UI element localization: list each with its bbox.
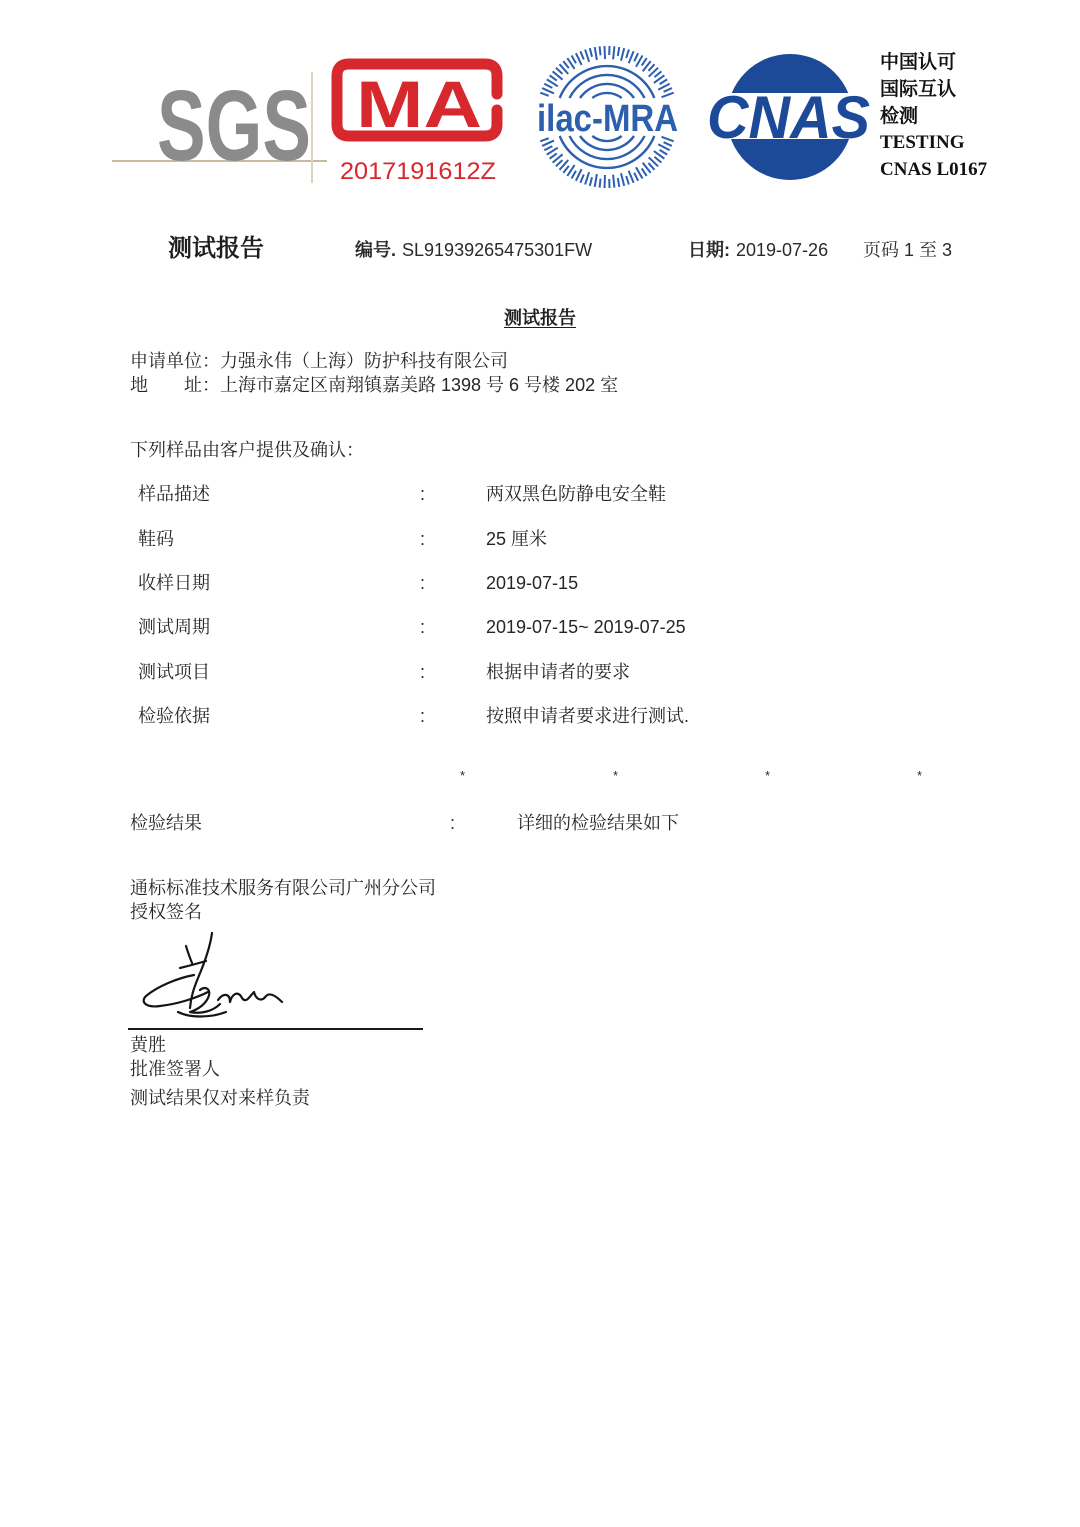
cnas-caption-line: 中国认可	[880, 52, 957, 73]
sample-row-value: 2019-07-15~ 2019-07-25	[486, 617, 686, 637]
cma-logo	[337, 64, 497, 185]
report-date-label: 日期:	[688, 240, 730, 260]
ilac-wordmark: ilac-MRA	[537, 98, 678, 140]
divider-mark: *	[460, 768, 466, 783]
applicant-line	[130, 349, 508, 373]
cnas-caption-line: TESTING	[880, 132, 965, 153]
report-number	[355, 238, 592, 262]
result-separator: :	[450, 813, 456, 833]
signatory-name: 黄胜	[130, 1035, 166, 1055]
result-value: 详细的检验结果如下	[517, 813, 679, 833]
signatory-role: 批准签署人	[130, 1059, 220, 1079]
sample-row	[0, 615, 1080, 639]
handwritten-signature	[0, 920, 320, 1030]
address-label: 地 址：	[130, 375, 220, 395]
sgs-wordmark: SGS	[157, 70, 311, 182]
page-indicator: 页码 1 至 3	[863, 240, 953, 260]
signature-line	[128, 1028, 423, 1030]
issuing-company: 通标标准技术服务有限公司广州分公司	[130, 878, 436, 898]
sample-row-separator: :	[420, 706, 426, 726]
sample-row-label: 鞋码	[138, 529, 174, 549]
divider-mark: *	[917, 768, 923, 783]
divider-mark: *	[613, 768, 619, 783]
sample-row-separator: :	[420, 484, 426, 504]
result-row	[0, 811, 1080, 835]
signature-strokes	[144, 933, 282, 1017]
divider-mark: *	[765, 768, 771, 783]
cma-license-number: 2017191612Z	[340, 158, 496, 185]
sample-row-label: 检验依据	[138, 706, 210, 726]
authorized-signature-label: 授权签名	[130, 902, 202, 922]
section-divider-marks	[0, 768, 1080, 784]
sample-row-separator: :	[420, 662, 426, 682]
sample-row-value: 按照申请者要求进行测试.	[486, 706, 689, 726]
sample-row-label: 样品描述	[138, 484, 210, 504]
cnas-caption-line: 国际互认	[880, 79, 957, 100]
sample-row-separator: :	[420, 617, 426, 637]
ilac-mra-logo	[533, 46, 683, 188]
sample-row-label: 测试周期	[138, 617, 210, 637]
address-line	[130, 373, 618, 397]
sample-row	[0, 571, 1080, 595]
report-title: 测试报告	[504, 308, 576, 328]
sample-row-value: 25 厘米	[486, 529, 548, 549]
sample-row-value: 2019-07-15	[486, 573, 579, 593]
sample-row-label: 测试项目	[138, 662, 210, 682]
sample-row	[0, 527, 1080, 551]
cnas-accreditation-number: CNAS L0167	[880, 159, 988, 180]
sample-row-value: 两双黑色防静电安全鞋	[486, 484, 666, 504]
sample-row-value: 根据申请者的要求	[486, 662, 630, 682]
report-number-value: SL91939265475301FW	[402, 240, 593, 260]
sample-row-separator: :	[420, 529, 426, 549]
report-number-label: 编号.	[355, 240, 397, 260]
applicant-value: 力强永伟（上海）防护科技有限公司	[220, 351, 508, 371]
header-title: 测试报告	[168, 235, 264, 262]
address-value: 上海市嘉定区南翔镇嘉美路 1398 号 6 号楼 202 室	[220, 375, 619, 395]
sample-row-separator: :	[420, 573, 426, 593]
cnas-caption-line: 检测	[880, 106, 919, 127]
sgs-logo	[112, 70, 327, 183]
result-label: 检验结果	[130, 813, 202, 833]
sample-row	[0, 482, 1080, 506]
cnas-logo	[700, 54, 875, 180]
report-date-value: 2019-07-26	[736, 240, 829, 260]
sample-row	[0, 704, 1080, 728]
applicant-label: 申请单位：	[130, 351, 220, 371]
disclaimer: 测试结果仅对来样负责	[130, 1088, 310, 1108]
cnas-wordmark: CNAS	[707, 84, 870, 151]
cma-wordmark: MA	[356, 67, 482, 141]
report-date	[688, 238, 828, 262]
sample-row-label: 收样日期	[138, 573, 210, 593]
sample-intro: 下列样品由客户提供及确认：	[130, 440, 364, 460]
sample-row	[0, 660, 1080, 684]
